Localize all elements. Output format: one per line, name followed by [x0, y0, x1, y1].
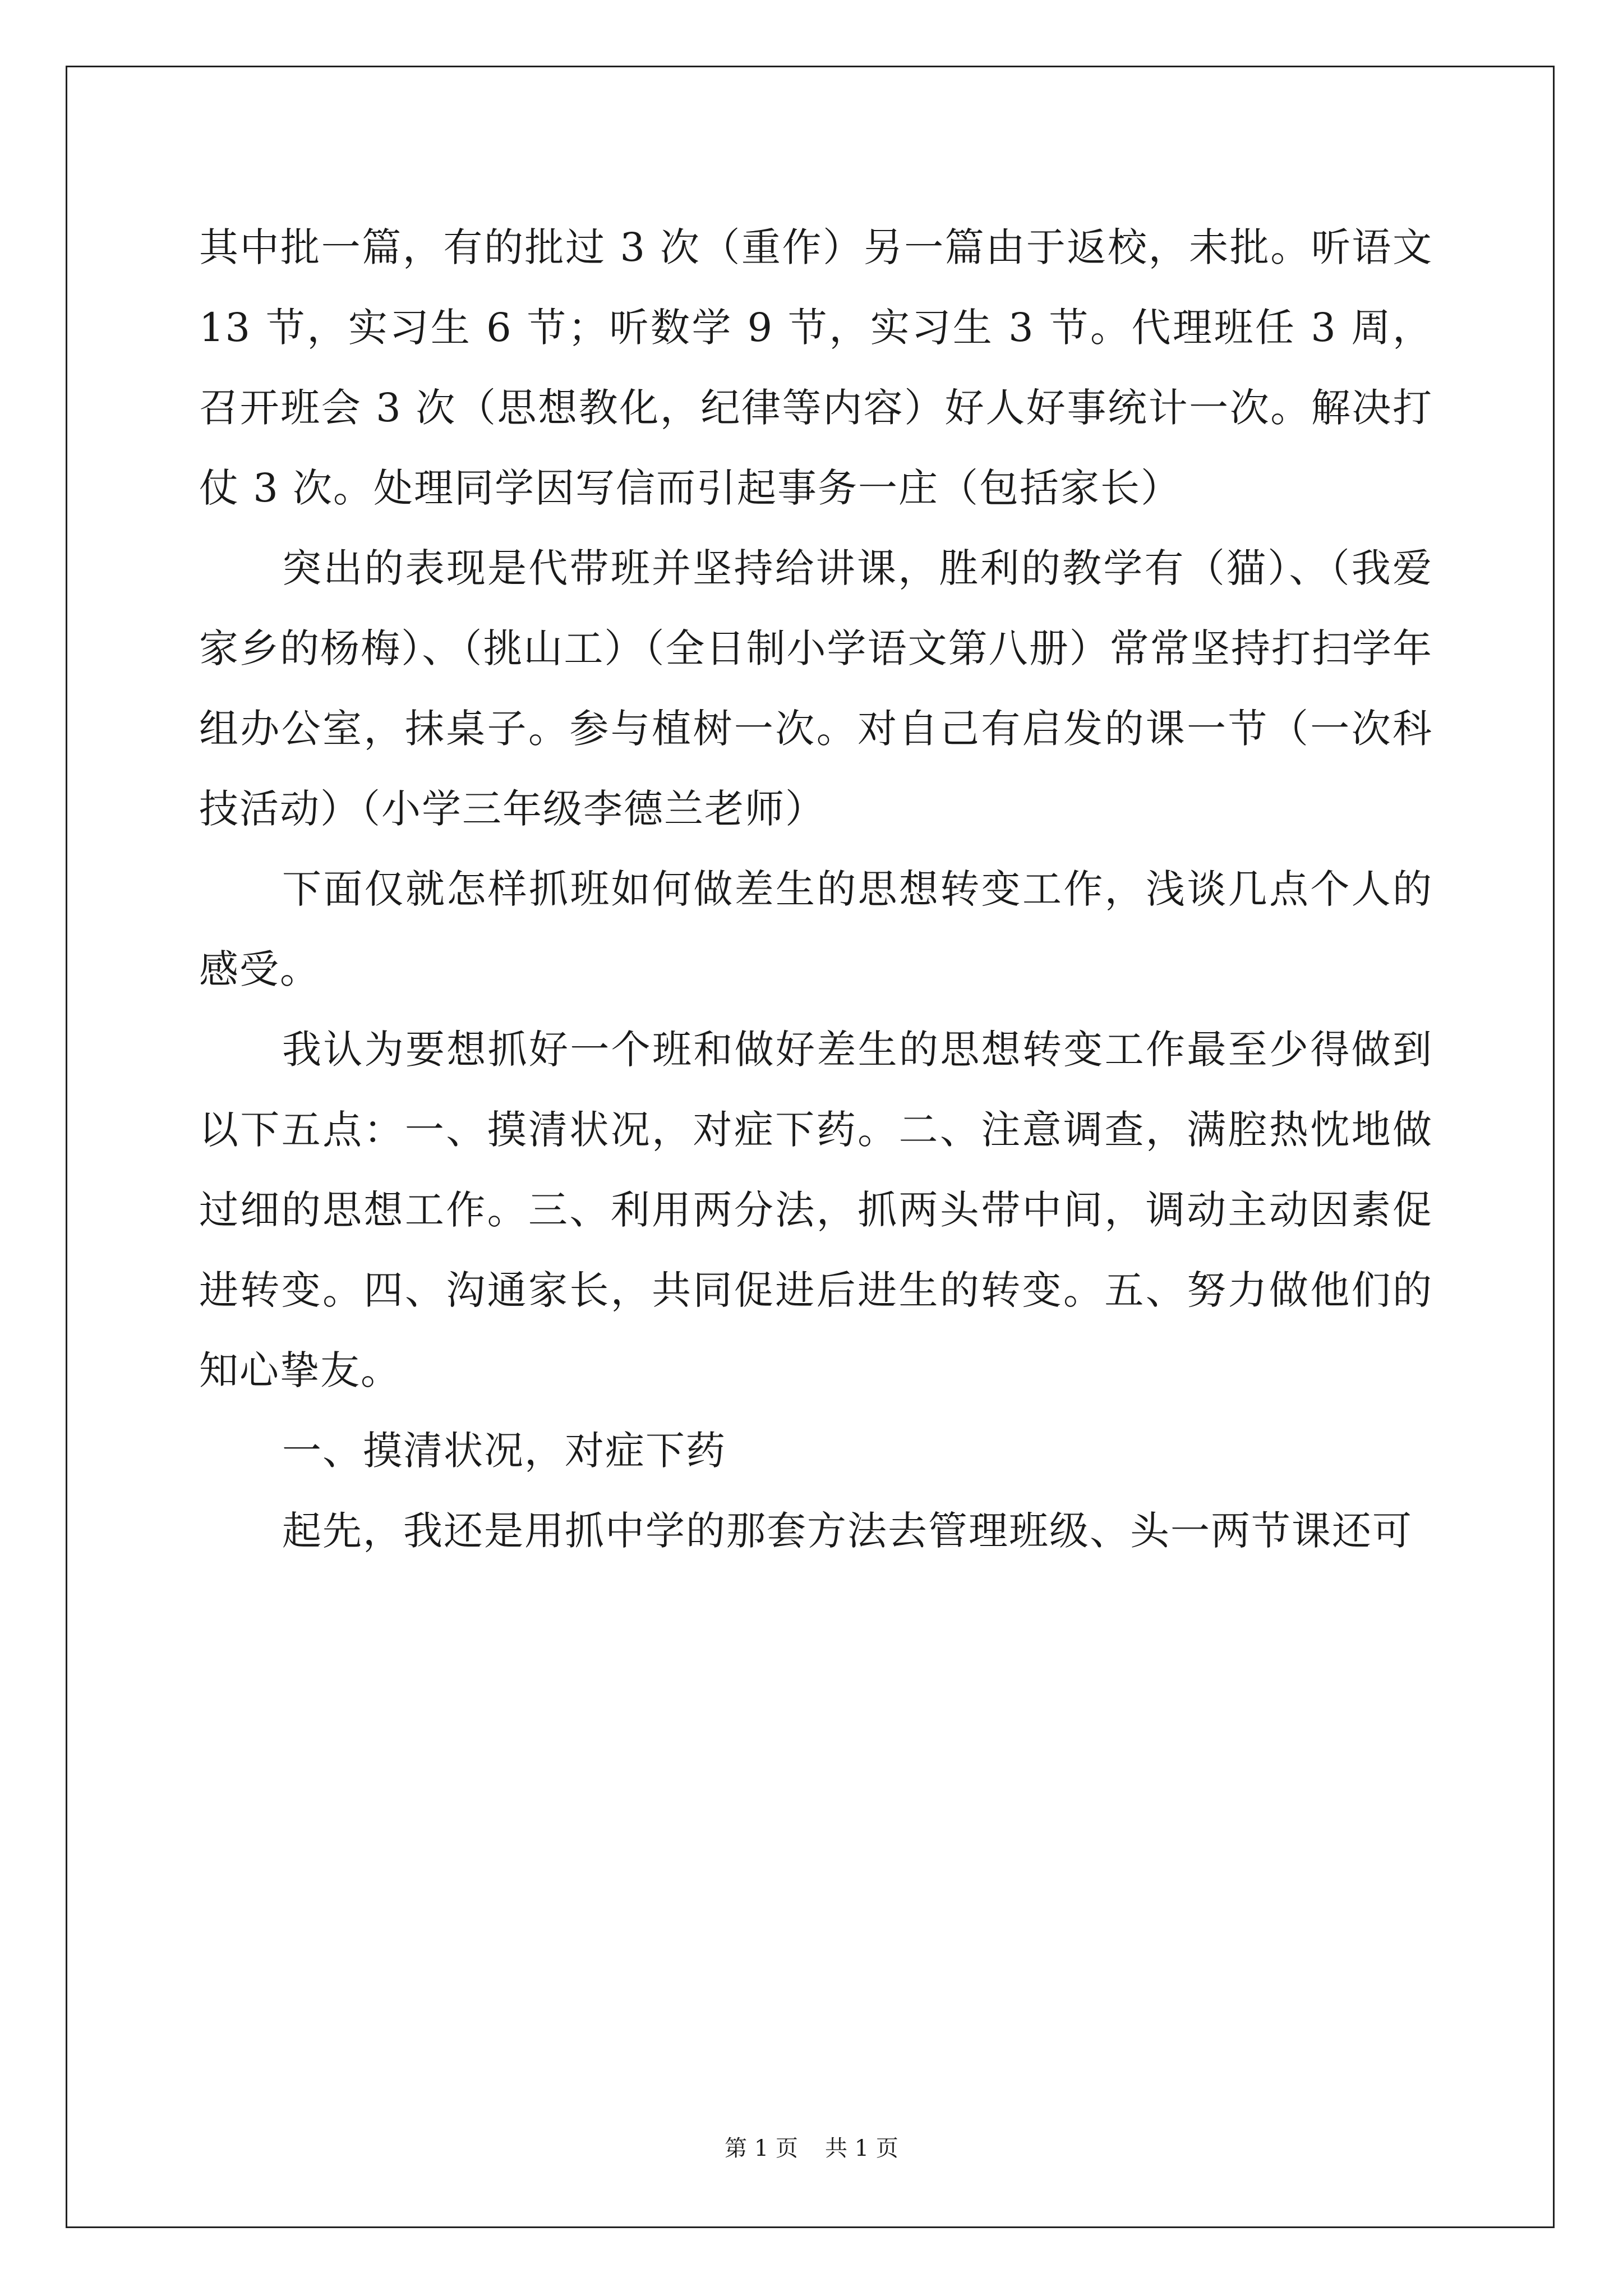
- paragraph-1: 其中批一篇，有的批过 3 次（重作）另一篇由于返校，未批。听语文 13 节，实习生 6 节；听数学 9 节，实习生 3 节。代理班任 3 周，召开班会 3 次（思想教化，纪律等内容）好人好事统计一次。解决打仗 3 次。处理同学因写信而引起事务一庄（包括家长）: [199, 224, 1433, 511]
- page-total: 共 1 页: [825, 2136, 898, 2161]
- paragraph-3: 下面仅就怎样抓班如何做差生的思想转变工作，浅谈几点个人的感受。: [199, 866, 1433, 992]
- paragraph-5: 起先，我还是用抓中学的那套方法去管理班级、头一两节课还可: [282, 1508, 1413, 1554]
- section-heading: 一、摸清状况，对症下药: [282, 1428, 726, 1474]
- document-body: [199, 208, 1433, 1571]
- paragraph-2: 突出的表现是代带班并坚持给讲课，胜利的教学有（猫）、（我爱家乡的杨梅）、（挑山工）（全日制小学语文第八册）常常坚持打扫学年组办公室，抹桌子。参与植树一次。对自己有启发的课一节（一次科技活动）（小学三年级李德兰老师）: [199, 545, 1433, 832]
- page-footer: [0, 2131, 1623, 2162]
- page-number: 第 1 页: [725, 2136, 798, 2161]
- paragraph-4: 我认为要想抓好一个班和做好差生的思想转变工作最至少得做到以下五点：一、摸清状况，对症下药。二、注意调查，满腔热忱地做过细的思想工作。三、利用两分法，抓两头带中间，调动主动因素促进转变。四、沟通家长，共同促进后进生的转变。五、努力做他们的知心挚友。: [199, 1027, 1433, 1393]
